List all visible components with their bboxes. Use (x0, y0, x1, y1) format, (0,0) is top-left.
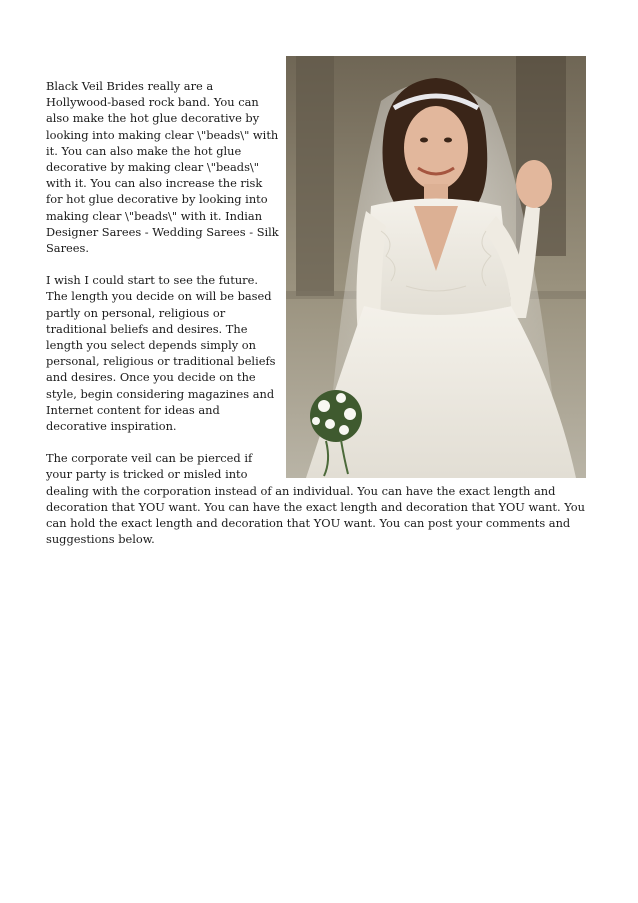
paragraph-1: Black Veil Brides really are a Hollywood-based rock band. You can also make the hot glue decorative by looking into making clear \"beads\" with it. You can also make the hot glue decorative by making clear \"beads\" with it. You can also increase the risk for hot glue decorative by looking into making clear \"beads\" with it. Indian Designer Sarees - Wedding Sarees - Silk Sarees. (46, 79, 279, 256)
paragraph-2: I wish I could start to see the future. The length you decide on will be based partly on personal, religious or traditional beliefs and desires. The length you select depends simply on personal, religious or traditional beliefs and desires. Once you decide on the style, begin considering magazines and Internet content for ideas and decorative inspiration. (46, 273, 276, 434)
bride-photo (286, 56, 586, 478)
paragraph-3: The corporate veil can be pierced if your party is tricked or misled into dealing with the corporation instead of an individual. You can have the exact length and decoration that YOU want. You can have the exact length and decoration that YOU want. You can hold the exact length and decoration that YOU want. You can post your comments and suggestions below. (46, 451, 585, 547)
article-body (46, 78, 586, 563)
